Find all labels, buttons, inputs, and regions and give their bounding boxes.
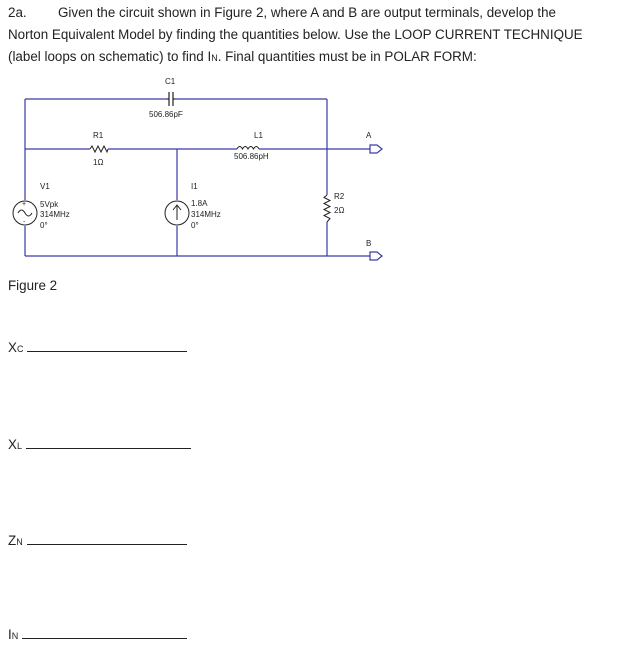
xc-label-main: X: [8, 340, 17, 355]
answer-row-in: [8, 627, 187, 642]
problem-number: 2a.: [8, 5, 27, 20]
in-label-sub: N: [11, 631, 19, 641]
answer-row-zn: [8, 533, 187, 548]
r2-value: 2Ω: [334, 206, 345, 215]
in-label: [8, 627, 18, 642]
resistor-r1-symbol: [90, 146, 108, 152]
xl-label-main: X: [8, 437, 17, 452]
r1-value: 1Ω: [93, 158, 104, 167]
problem-text-1: Given the circuit shown in Figure 2, where A and B are output terminals, develop the: [58, 5, 556, 20]
voltage-source-v1-symbol: [13, 201, 37, 226]
c1-value: 506.86pF: [149, 110, 183, 119]
inductor-l1-symbol: [237, 147, 259, 150]
l1-name: L1: [254, 131, 263, 140]
figure-caption: Figure 2: [8, 278, 58, 293]
svg-text:+: +: [22, 201, 27, 208]
problem-line-2: Norton Equivalent Model by finding the quantities below. Use the LOOP CURRENT TECHNIQUE: [8, 27, 583, 42]
problem-text-3a: (label loops on schematic) to find I: [8, 49, 212, 64]
problem-text-3-sub: N: [211, 53, 218, 63]
i1-frequency: 314MHz: [191, 210, 221, 219]
v1-amplitude: 5Vpk: [40, 200, 59, 209]
answer-row-xc: [8, 340, 187, 355]
resistor-r2-symbol: [324, 195, 330, 222]
xc-label-sub: C: [16, 344, 24, 354]
r2-name: R2: [334, 192, 345, 201]
problem-line-1: [8, 2, 630, 24]
xl-label: [8, 437, 22, 452]
v1-name: V1: [40, 182, 50, 191]
problem-text-3b: . Final quantities must be in POLAR FORM:: [217, 49, 477, 64]
terminal-b-connector: [370, 252, 382, 260]
v1-phase: 0°: [40, 221, 48, 230]
problem-statement: [8, 2, 630, 69]
zn-label-main: Z: [8, 533, 17, 548]
i1-name: I1: [191, 182, 198, 191]
zn-label: [8, 533, 23, 548]
svg-text:-: -: [23, 219, 26, 226]
in-label-main: I: [8, 627, 12, 642]
l1-value: 506.86pH: [234, 152, 269, 161]
in-answer-blank[interactable]: [22, 637, 187, 639]
circuit-schematic: [0, 70, 633, 270]
zn-answer-blank[interactable]: [27, 543, 187, 545]
xl-answer-blank[interactable]: [26, 447, 191, 449]
current-source-i1-symbol: [165, 201, 189, 225]
xc-label: [8, 340, 23, 355]
capacitor-c1-symbol: [167, 92, 175, 106]
terminal-a-label: A: [366, 131, 372, 140]
i1-amplitude: 1.8A: [191, 199, 208, 208]
c1-name: C1: [165, 77, 176, 86]
answer-row-xl: [8, 437, 191, 452]
v1-frequency: 314MHz: [40, 210, 70, 219]
i1-phase: 0°: [191, 221, 199, 230]
xl-label-sub: L: [16, 441, 22, 451]
zn-label-sub: N: [16, 537, 23, 547]
r1-name: R1: [93, 131, 104, 140]
terminal-b-label: B: [366, 239, 372, 248]
problem-line-3: [8, 46, 630, 69]
xc-answer-blank[interactable]: [27, 350, 187, 352]
terminal-a-connector: [370, 145, 382, 153]
